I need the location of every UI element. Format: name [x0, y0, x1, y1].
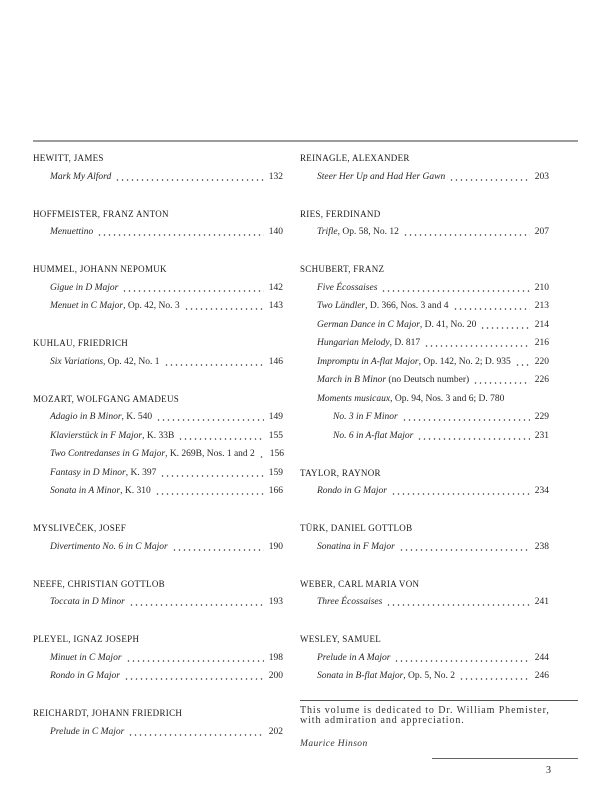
work-text — [50, 279, 118, 298]
dot-leader — [155, 493, 264, 495]
composer-name: TÜRK, DANIEL GOTTLOB — [300, 523, 413, 533]
footer-rule — [432, 758, 578, 759]
composer-group — [300, 575, 549, 612]
page-number: 149 — [268, 412, 283, 422]
work-text — [333, 427, 413, 446]
work-detail: , K. 269B, Nos. 1 and 2 — [165, 449, 255, 459]
work-text — [50, 464, 156, 483]
composer-group — [300, 519, 549, 556]
work-entry — [300, 667, 549, 686]
work-title: Fantasy in D Minor — [50, 467, 126, 478]
work-text — [50, 667, 120, 686]
work-detail: , Op. 58, No. 12 — [337, 227, 399, 237]
work-title: Prelude in A Major — [317, 652, 391, 663]
work-title: Impromptu in A-flat Major — [317, 356, 419, 367]
work-entry — [300, 482, 549, 501]
work-entry — [33, 482, 283, 501]
dot-leader — [399, 549, 530, 551]
work-title: Three Écossaises — [317, 597, 383, 607]
page-number: 220 — [534, 356, 549, 367]
work-title: Adagio in B Minor — [50, 412, 122, 422]
work-entry — [300, 297, 549, 316]
index-column-left — [33, 149, 283, 741]
composer-name: REICHARDT, JOHANN FRIEDRICH — [33, 708, 183, 718]
work-detail: , Op. 42, No. 3 — [123, 301, 180, 311]
composer-name: TAYLOR, RAYNOR — [300, 467, 381, 478]
work-entry — [33, 464, 283, 483]
dot-leader — [129, 604, 264, 606]
work-text — [317, 390, 504, 409]
composer-name: MYSLIVEČEK, JOSEF — [33, 523, 127, 533]
work-text — [50, 168, 111, 187]
work-text — [317, 371, 469, 390]
work-text — [317, 667, 455, 686]
page-number: 143 — [268, 301, 283, 311]
page-number: 140 — [268, 227, 283, 237]
work-text — [50, 538, 168, 557]
page-number: 214 — [534, 319, 549, 330]
work-entry — [300, 390, 549, 409]
work-text — [50, 723, 124, 742]
work-text — [50, 482, 151, 501]
work-text — [317, 649, 390, 668]
work-title: Hungarian Melody — [317, 338, 390, 348]
work-text — [333, 408, 398, 427]
page-number: 244 — [534, 652, 549, 663]
work-entry — [300, 593, 549, 612]
work-text — [317, 482, 387, 501]
composer-group — [300, 205, 549, 242]
work-entry — [300, 334, 549, 353]
work-entry — [300, 316, 549, 335]
work-detail: , Op. 142, No. 2; D. 935 — [418, 356, 511, 367]
composer-group — [300, 630, 549, 686]
dot-leader — [156, 419, 264, 421]
composer-group — [33, 704, 283, 741]
page-number: 241 — [534, 597, 549, 607]
work-text — [50, 649, 122, 668]
dot-leader — [122, 290, 263, 292]
dedication-text — [300, 706, 550, 726]
dot-leader — [403, 234, 530, 236]
work-title: Toccata in D Minor — [50, 597, 125, 607]
work-text — [50, 427, 174, 446]
composer-group — [33, 519, 283, 556]
work-title: Two Ländler — [317, 301, 366, 311]
page-number: 166 — [268, 486, 283, 496]
page-number: 200 — [268, 671, 283, 681]
composer-group — [33, 630, 283, 686]
work-entry — [33, 427, 283, 446]
work-title: Minuet in C Major — [50, 652, 122, 663]
work-part-entry — [300, 427, 549, 446]
dot-leader — [115, 179, 264, 181]
composer-name: HOFFMEISTER, FRANZ ANTON — [33, 208, 169, 219]
dot-leader — [160, 475, 263, 477]
dot-leader — [386, 604, 529, 606]
work-title: Prelude in C Major — [50, 726, 125, 737]
dot-leader — [402, 419, 530, 421]
work-title: No. 3 in F Minor — [333, 412, 398, 422]
work-title: Six Variations — [50, 356, 104, 367]
composer-name: WEBER, CARL MARIA VON — [300, 578, 420, 589]
page-number: 207 — [534, 227, 549, 237]
work-detail: , K. 33B — [142, 430, 175, 441]
work-detail: , K. 397 — [125, 467, 157, 478]
work-title: Mark My Alford — [50, 171, 112, 182]
work-text — [317, 538, 395, 557]
work-detail: , Op. 42, No. 1 — [103, 356, 160, 367]
top-rule — [33, 140, 578, 142]
work-text — [317, 297, 449, 316]
composer-name: WESLEY, SAMUEL — [300, 634, 382, 644]
work-title: Sonata in A Minor — [50, 486, 121, 496]
page-number: 190 — [268, 541, 283, 552]
dot-leader — [97, 234, 263, 236]
work-detail: , K. 540 — [121, 412, 153, 422]
work-detail: , K. 310 — [120, 486, 151, 496]
page-number: 155 — [268, 430, 283, 441]
work-title: Two Contredanses in G Major — [50, 449, 166, 459]
dot-leader — [417, 438, 529, 440]
page-number: 213 — [534, 301, 549, 311]
work-detail: , Op. 94, Nos. 3 and 6; D. 780 — [390, 393, 505, 404]
page-number: 159 — [268, 467, 283, 478]
work-title: Rondo in G Major — [50, 671, 120, 681]
work-text — [317, 279, 377, 298]
work-entry — [33, 649, 283, 668]
composer-name: MOZART, WOLFGANG AMADEUS — [33, 393, 180, 404]
work-title: Menuet in C Major — [50, 301, 124, 311]
work-text — [50, 353, 160, 372]
work-detail: , D. 366, Nos. 3 and 4 — [365, 301, 449, 311]
work-title: Klavierstück in F Major — [50, 430, 143, 441]
dedication-signature: Maurice Hinson — [300, 739, 368, 749]
work-text — [317, 168, 445, 187]
page-number: 132 — [268, 171, 283, 182]
work-entry — [300, 371, 549, 390]
composer-group — [300, 149, 549, 186]
page-number: 231 — [534, 430, 549, 441]
work-title: Rondo in G Major — [317, 486, 387, 496]
dot-leader — [126, 660, 264, 662]
dot-leader — [164, 364, 264, 366]
dot-leader — [394, 660, 529, 662]
work-title: Sonatina in F Major — [317, 541, 395, 552]
page-number: 216 — [534, 338, 549, 348]
dot-leader — [515, 364, 530, 366]
dot-leader — [459, 678, 530, 680]
work-title: Trifle — [317, 227, 338, 237]
work-entry — [33, 353, 283, 372]
work-detail: (no Deutsch number) — [386, 375, 470, 385]
work-text — [317, 353, 511, 372]
work-detail: , Op. 5, No. 2 — [403, 671, 456, 681]
index-column-right — [300, 149, 549, 686]
dedication-rule — [300, 700, 578, 701]
composer-group — [33, 260, 283, 316]
work-entry — [33, 168, 283, 187]
work-part-entry — [300, 408, 549, 427]
composer-name: HUMMEL, JOHANN NEPOMUK — [33, 264, 167, 274]
composer-name: PLEYEL, IGNAZ JOSEPH — [33, 634, 140, 644]
composer-group — [300, 260, 549, 445]
page-number: 156 — [269, 449, 285, 459]
dot-leader — [453, 308, 530, 310]
work-title: German Dance in C Major — [317, 319, 420, 330]
dot-leader — [391, 493, 530, 495]
composer-name: HEWITT, JAMES — [33, 153, 104, 163]
page-number: 246 — [534, 671, 549, 681]
work-entry — [300, 279, 549, 298]
page-number: 203 — [534, 171, 549, 182]
composer-name: SCHUBERT, FRANZ — [300, 264, 385, 274]
work-text — [50, 408, 152, 427]
work-entry — [33, 723, 283, 742]
work-text — [317, 334, 420, 353]
work-title: Sonata in B-flat Major — [317, 671, 404, 681]
dot-leader — [124, 678, 264, 680]
work-text — [50, 223, 93, 242]
composer-group — [33, 575, 283, 612]
dot-leader — [259, 456, 265, 458]
page-number: 146 — [268, 356, 283, 367]
dot-leader — [184, 308, 264, 310]
page-number: 198 — [268, 652, 283, 663]
work-title: Five Écossaises — [317, 282, 378, 293]
composer-group — [33, 334, 283, 371]
dot-leader — [424, 345, 530, 347]
work-entry — [300, 168, 549, 187]
page-number: 234 — [534, 486, 549, 496]
dedication-line: This volume is dedicated to Dr. William Phemister, — [300, 705, 550, 716]
dot-leader — [128, 734, 263, 736]
work-entry — [33, 538, 283, 557]
composer-group — [33, 149, 283, 186]
work-text — [317, 316, 476, 335]
page-number: 226 — [534, 375, 549, 385]
work-entry — [300, 538, 549, 557]
work-detail: , D. 817 — [389, 338, 421, 348]
page-number: 142 — [268, 282, 283, 293]
composer-group — [300, 464, 549, 501]
dot-leader — [480, 327, 529, 329]
page-number: 202 — [268, 726, 283, 737]
composer-name: KUHLAU, FRIEDRICH — [33, 338, 129, 348]
page-number: 238 — [534, 541, 549, 552]
page-number: 229 — [534, 412, 549, 422]
composer-group — [33, 205, 283, 242]
work-text — [317, 223, 399, 242]
dedication-line: with admiration and appreciation. — [300, 715, 465, 726]
composer-name: RIES, FERDINAND — [300, 208, 381, 219]
work-entry — [33, 297, 283, 316]
work-title: Moments musicaux — [317, 393, 391, 404]
work-entry — [33, 593, 283, 612]
work-entry — [33, 667, 283, 686]
work-title: Divertimento No. 6 in C Major — [50, 541, 168, 552]
work-title: Menuettino — [50, 227, 94, 237]
work-title: No. 6 in A-flat Major — [333, 430, 414, 441]
page-number: 193 — [268, 597, 283, 607]
work-text — [50, 445, 255, 464]
composer-name: REINAGLE, ALEXANDER — [300, 153, 410, 163]
dot-leader — [473, 382, 530, 384]
page-folio: 3 — [546, 765, 551, 776]
work-entry — [33, 279, 283, 298]
composer-name: NEEFE, CHRISTIAN GOTTLOB — [33, 578, 165, 589]
work-entry — [300, 649, 549, 668]
work-entry — [33, 223, 283, 242]
work-detail: , D. 41, No. 20 — [419, 319, 477, 330]
dot-leader — [178, 438, 263, 440]
dot-leader — [172, 549, 264, 551]
dot-leader — [449, 179, 530, 181]
work-entry — [33, 408, 283, 427]
work-text — [50, 593, 125, 612]
dot-leader — [381, 290, 529, 292]
page-number: 210 — [534, 282, 549, 293]
work-entry — [300, 223, 549, 242]
work-text — [317, 593, 382, 612]
composer-group — [33, 390, 283, 501]
work-text — [50, 297, 180, 316]
work-entry — [33, 445, 283, 464]
work-entry — [300, 353, 549, 372]
work-title: Gigue in D Major — [50, 282, 119, 293]
work-title: Steer Her Up and Had Her Gawn — [317, 171, 446, 182]
work-title: March in B Minor — [317, 375, 387, 385]
